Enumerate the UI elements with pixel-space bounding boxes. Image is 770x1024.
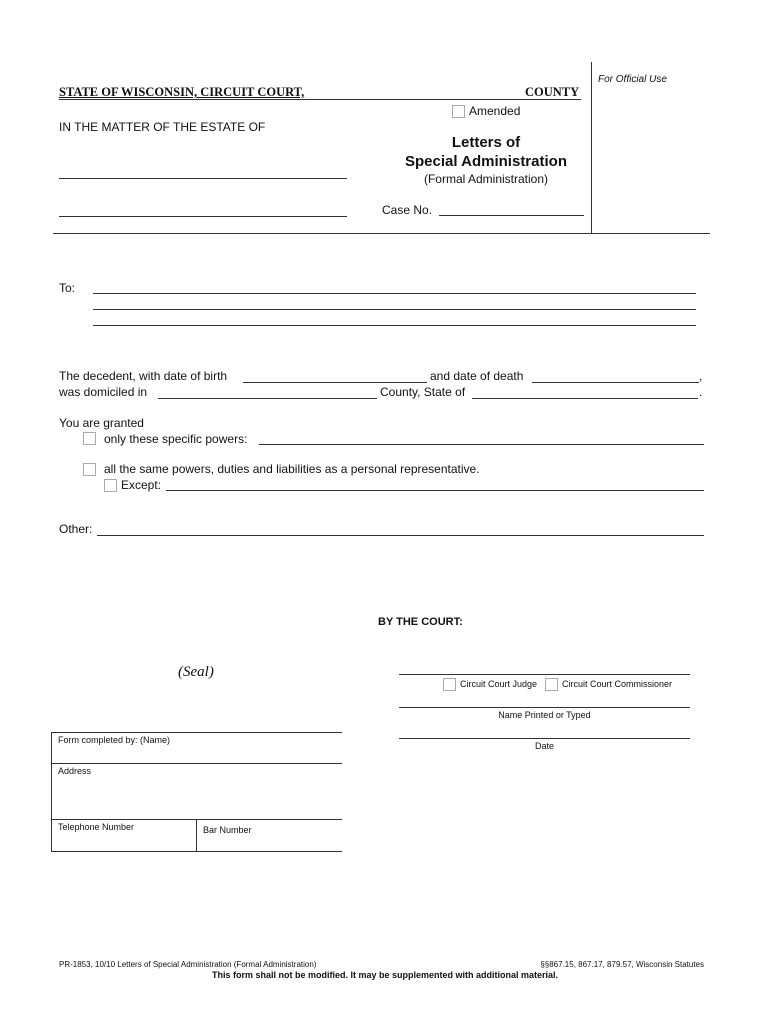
title-line-1: Letters of — [451, 134, 521, 151]
estate-name-line-2[interactable] — [59, 216, 347, 217]
case-no-field[interactable] — [439, 215, 584, 216]
judge-label: Circuit Court Judge — [460, 679, 538, 689]
footer-notice: This form shall not be modified. It may be supplemented with additional material. — [211, 970, 559, 980]
dod-comma: , — [699, 369, 703, 383]
specific-powers-label: only these specific powers: — [104, 432, 248, 446]
date-line[interactable] — [399, 738, 690, 739]
dob-label: The decedent, with date of birth — [59, 369, 228, 383]
completed-box-top — [51, 732, 342, 733]
commissioner-checkbox[interactable] — [545, 678, 558, 691]
completed-box-bottom — [51, 851, 342, 852]
dod-field[interactable] — [532, 382, 699, 383]
signature-line[interactable] — [399, 674, 690, 675]
domiciled-label: was domiciled in — [59, 385, 148, 399]
specific-powers-field[interactable] — [259, 444, 704, 445]
by-the-court: BY THE COURT: — [378, 616, 463, 628]
footer-form-id: PR-1853, 10/10 Letters of Special Administration (Formal Administration) — [59, 960, 317, 969]
except-checkbox[interactable] — [104, 479, 117, 492]
bar-number-label: Bar Number — [203, 825, 252, 835]
footer-statutes: §§867.15, 867.17, 879.57, Wisconsin Statutes — [540, 960, 704, 969]
address-label: Address — [58, 766, 92, 776]
to-line-2[interactable] — [93, 309, 696, 310]
official-use-label: For Official Use — [598, 74, 667, 85]
estate-of-label: IN THE MATTER OF THE ESTATE OF — [59, 120, 266, 134]
state-period: . — [699, 385, 703, 399]
official-use-divider — [591, 62, 592, 233]
header-rule — [53, 233, 710, 234]
completed-box-row1 — [51, 763, 342, 764]
all-powers-label: all the same powers, duties and liabilities as a personal representative. — [104, 462, 480, 476]
case-no-label: Case No. — [382, 203, 433, 217]
except-field[interactable] — [166, 490, 704, 491]
county-label: COUNTY — [525, 85, 580, 99]
name-printed-line[interactable] — [399, 707, 690, 708]
except-label: Except: — [121, 478, 162, 492]
state-field[interactable] — [472, 398, 698, 399]
name-printed-label: Name Printed or Typed — [498, 710, 591, 720]
estate-name-line-1[interactable] — [59, 178, 347, 179]
dod-label: and date of death — [430, 369, 524, 383]
dob-field[interactable] — [243, 382, 427, 383]
to-line-1[interactable] — [93, 293, 696, 294]
judge-checkbox[interactable] — [443, 678, 456, 691]
court-underline — [59, 99, 581, 100]
all-powers-checkbox[interactable] — [83, 463, 96, 476]
court-name: STATE OF WISCONSIN, CIRCUIT COURT, — [59, 85, 305, 99]
to-line-3[interactable] — [93, 325, 696, 326]
seal-label: (Seal) — [178, 664, 214, 680]
county-field[interactable] — [158, 398, 377, 399]
other-field[interactable] — [97, 535, 704, 536]
completed-by-label: Form completed by: (Name) — [58, 735, 171, 745]
county-state-label: County, State of — [380, 385, 466, 399]
amended-checkbox[interactable] — [452, 105, 465, 118]
telephone-label: Telephone Number — [58, 822, 135, 832]
subtitle: (Formal Administration) — [423, 172, 549, 186]
completed-box-divider — [196, 819, 197, 851]
title-line-2: Special Administration — [405, 153, 567, 170]
commissioner-label: Circuit Court Commissioner — [562, 679, 673, 689]
granted-label: You are granted — [59, 416, 144, 430]
completed-box-left — [51, 732, 52, 851]
to-label: To: — [59, 281, 76, 295]
date-label: Date — [534, 741, 554, 751]
specific-powers-checkbox[interactable] — [83, 432, 96, 445]
amended-label: Amended — [469, 104, 521, 118]
other-label: Other: — [59, 522, 93, 536]
